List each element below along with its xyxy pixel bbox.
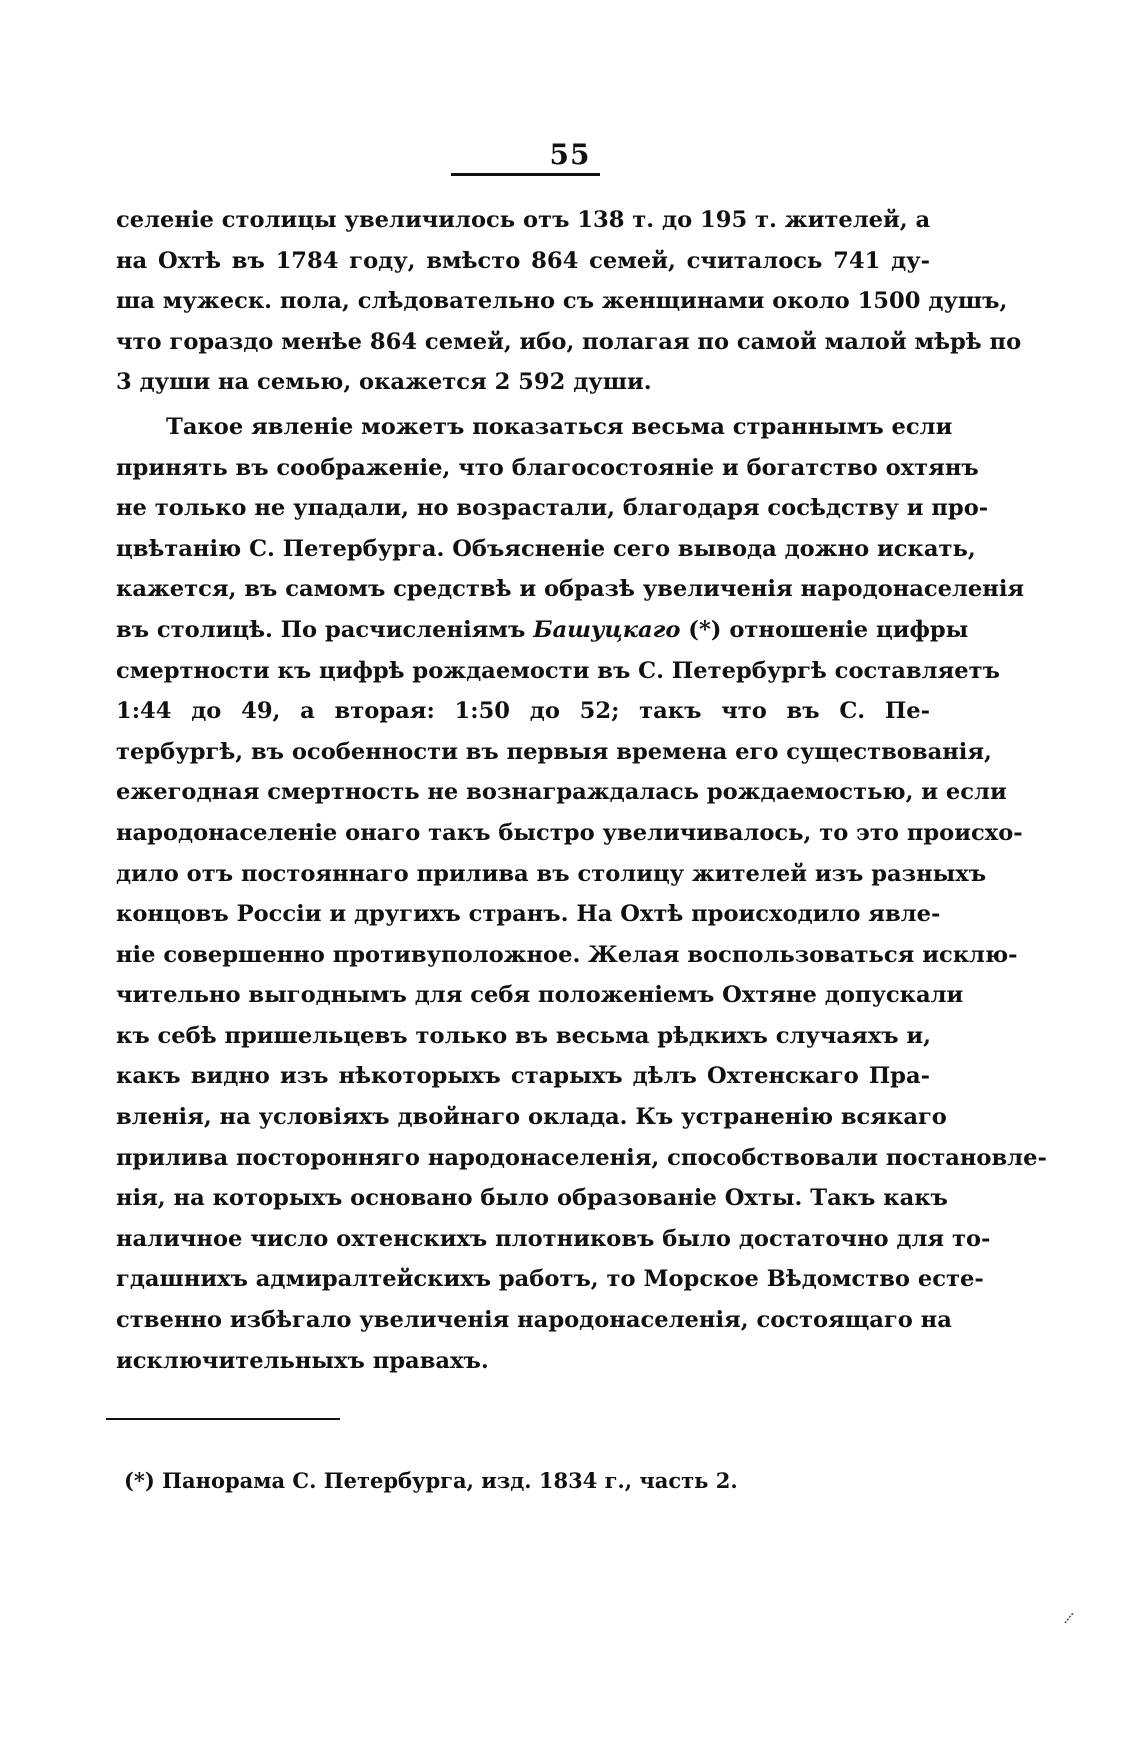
text-line: ша мужеск. пола, слѣдовательно съ женщинами около 1500 душъ, <box>116 288 1008 315</box>
text-line: чительно выгоднымъ для себя положеніемъ Охтяне допускали <box>116 982 964 1009</box>
text-line: ственно избѣгало увеличенія народонаселенія, состоящаго на <box>116 1307 952 1334</box>
text-line: какъ видно изъ нѣкоторыхъ старыхъ дѣлъ Охтенскаго Пра- <box>116 1063 930 1090</box>
text-line: наличное число охтенскихъ плотниковъ было достаточно для то- <box>116 1225 991 1252</box>
text-line: кажется, въ самомъ средствѣ и образѣ увеличенія народонаселенія <box>116 576 1025 603</box>
text-line: ніе совершенно противуположное. Желая воспользоваться исклю- <box>116 941 1018 968</box>
text-line <box>116 610 969 651</box>
text-line: 1:44 до 49, а вторая: 1:50 до 52; такъ что въ С. Пе- <box>116 698 930 725</box>
text-line: прилива посторонняго народонаселенія, способствовали постановле- <box>116 1144 1047 1171</box>
text-line: принять въ соображеніе, что благосостояніе и богатство охтянъ <box>116 454 979 481</box>
header-rule <box>451 173 600 176</box>
italic-author-name: Башуцкаго <box>533 616 681 643</box>
footnote-rule <box>106 1418 340 1420</box>
text-line: къ себѣ пришельцевъ только въ весьма рѣдкихъ случаяхъ и, <box>116 1022 932 1049</box>
text-line: нія, на которыхъ основано было образованіе Охты. Такъ какъ <box>116 1185 948 1212</box>
text-line: дило отъ постояннаго прилива въ столицу жителей изъ разныхъ <box>116 860 987 887</box>
footnote: (*) Панорама С. Петербурга, изд. 1834 г., часть 2. <box>124 1468 738 1493</box>
text-line: гдашнихъ адмиралтейскихъ работъ, то Морское Вѣдомство есте- <box>116 1266 984 1293</box>
body-text <box>116 200 1047 1381</box>
text-line: что гораздо менѣе 864 семей, ибо, полагая по самой малой мѣрѣ по <box>116 328 1022 355</box>
text-line: концовъ Россіи и другихъ странъ. На Охтѣ происходило явле- <box>116 901 941 928</box>
stray-ink-mark <box>1064 1612 1076 1624</box>
text-line: исключительныхъ правахъ. <box>116 1347 489 1374</box>
text-line: цвѣтанію С. Петербурга. Объясненіе сего вывода дожно искать, <box>116 535 976 562</box>
text-line: вленія, на условіяхъ двойнаго оклада. Къ устраненію всякаго <box>116 1104 947 1131</box>
text-line: смертности къ цифрѣ рождаемости въ С. Петербургѣ составляетъ <box>116 657 1000 684</box>
page-number: 55 <box>549 138 591 171</box>
text-line: селеніе столицы увеличилось отъ 138 т. до 195 т. жителей, а <box>116 207 931 233</box>
text-line: тербургѣ, въ особенности въ первыя времена его существованія, <box>116 738 992 765</box>
text-segment: въ столицѣ. По расчисленіямъ <box>116 616 534 643</box>
text-line: народонаселеніе онаго такъ быстро увеличивалось, то это происхо- <box>116 819 1023 846</box>
text-line: 3 души на семью, окажется 2 592 души. <box>116 369 652 396</box>
text-line: на Охтѣ въ 1784 году, вмѣсто 864 семей, считалось 741 ду- <box>116 247 930 274</box>
text-segment: (*) отношеніе цифры <box>680 616 969 643</box>
text-line: Такое явленіе можетъ показаться весьма страннымъ если <box>166 413 953 440</box>
text-line: ежегодная смертность не вознаграждалась рождаемостью, и если <box>116 779 1007 806</box>
text-line: не только не упадали, но возрастали, благодаря сосѣдству и про- <box>116 495 989 522</box>
